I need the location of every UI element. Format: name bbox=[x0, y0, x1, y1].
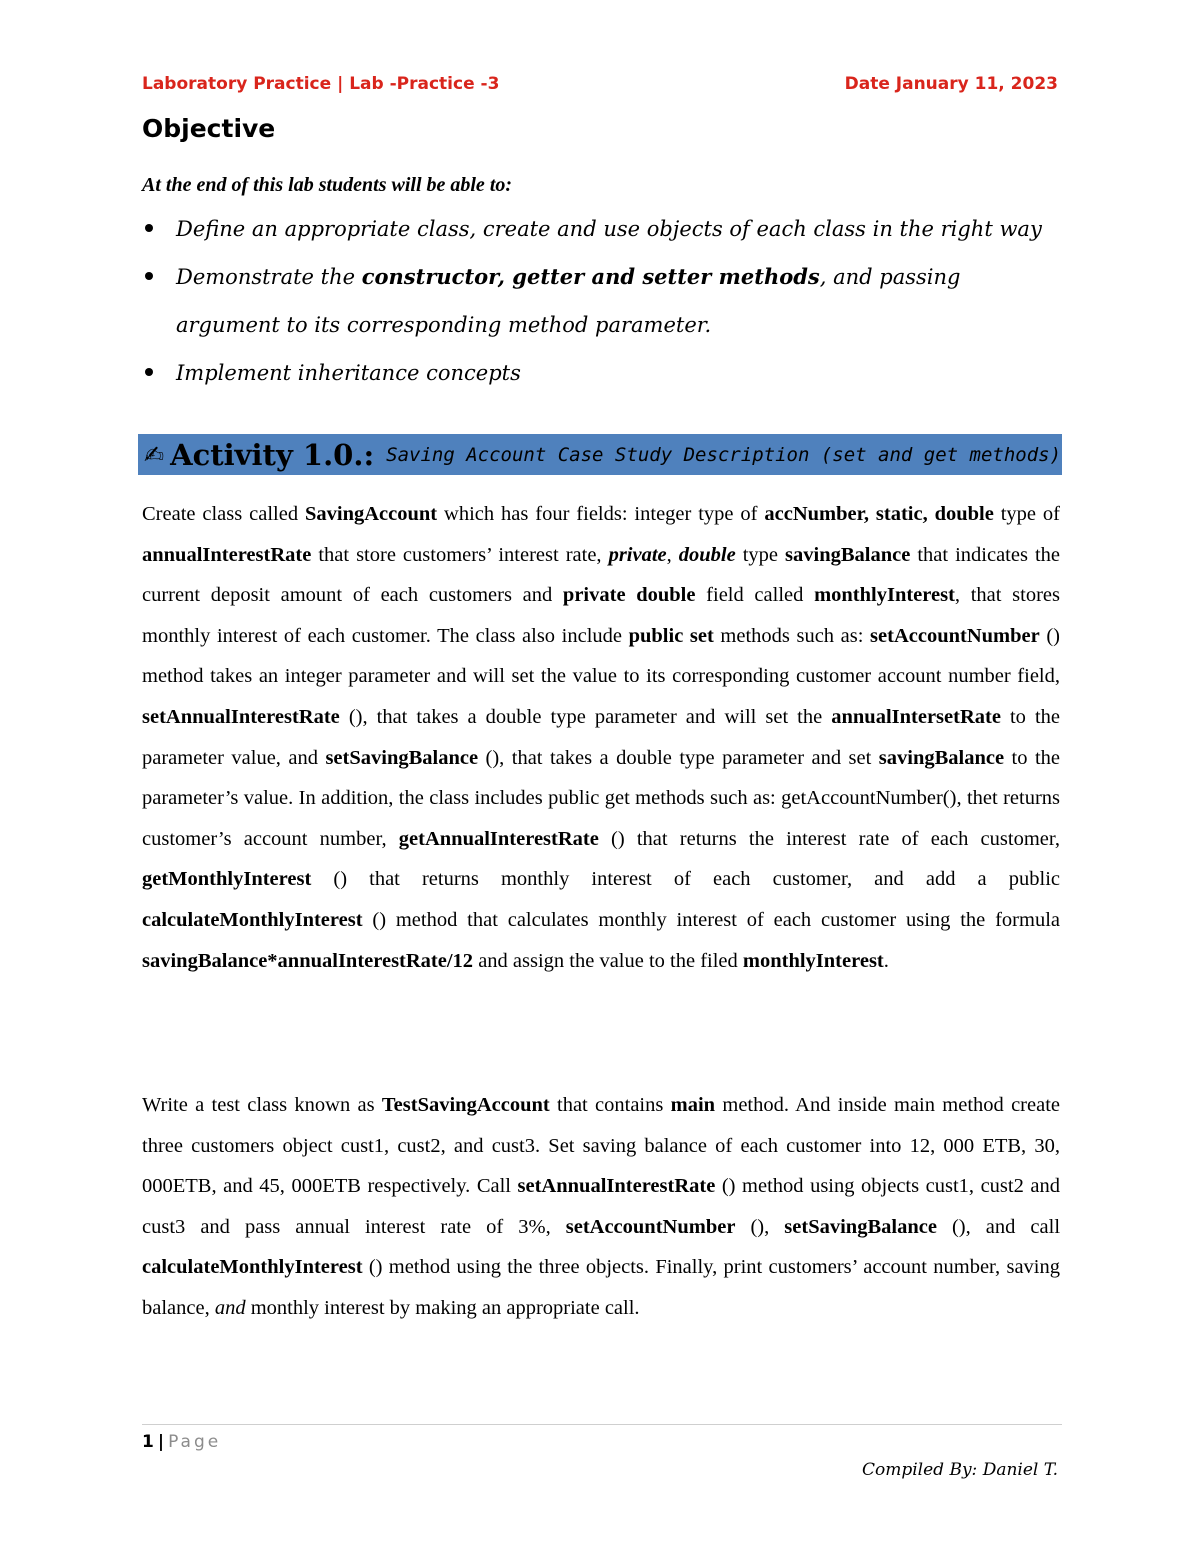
header-date: Date January 11, 2023 bbox=[844, 74, 1058, 94]
activity-heading-bar bbox=[138, 434, 1062, 475]
activity-title: Activity 1.0.: bbox=[170, 437, 375, 472]
header-course-label: Laboratory Practice | Lab -Practice -3 bbox=[142, 74, 500, 94]
objective-list bbox=[142, 205, 1060, 397]
objective-intro: At the end of this lab students will be able to: bbox=[142, 174, 513, 196]
objective-item bbox=[142, 253, 1060, 349]
page-number: 1 bbox=[142, 1432, 154, 1452]
description-paragraph: Create class called SavingAccount which has four fields: integer type of accNumber, static, double type of annualInterestRate that store customers’ interest rate, private, double type savingBalance that indicates the current deposit amount of each customers and private double field called monthlyInterest, that stores monthly interest of each customer. The class also include public set methods such as: setAccountNumber () method takes an integer parameter and will set the value to its corresponding customer account number field, setAnnualInterestRate (), that takes a double type parameter and will set the annualIntersetRate to the parameter value, and setSavingBalance (), that takes a double type parameter and set savingBalance to the parameter’s value. In addition, the class includes public get methods such as: getAccountNumber(), thet returns customer’s account number, getAnnualInterestRate () that returns the interest rate of each customer, getMonthlyInterest () that returns monthly interest of each customer, and add a public calculateMonthlyInterest () method that calculates monthly interest of each customer using the formula savingBalance*annualInterestRate/12 and assign the value to the filed monthlyInterest. bbox=[142, 503, 1061, 972]
objective-item-text: Define an appropriate class, create and use objects of each class in the right way bbox=[176, 217, 1042, 241]
activity-subtitle: Saving Account Case Study Description (set and get methods) bbox=[386, 443, 1062, 466]
objective-item-text: , and passing argument to its corresponding method parameter. bbox=[176, 265, 961, 337]
page-separator: | bbox=[157, 1432, 165, 1452]
test-class-paragraph: Write a test class known as TestSavingAccount that contains main method. And inside main method create three customers object cust1, cust2, and cust3. Set saving balance of each customer into 12, 000 ETB, 30, 000ETB, and 45, 000ETB respectively. Call setAnnualInterestRate () method using objects cust1, cust2 and cust3 and pass annual interest rate of 3%, setAccountNumber (), setSavingBalance (), and call calculateMonthlyInterest () method using the three objects. Finally, print customers’ account number, saving balance, and monthly interest by making an appropriate call. bbox=[142, 1094, 1061, 1319]
footer-compiled-by: Compiled By: Daniel T. bbox=[862, 1460, 1058, 1480]
writing-hand-icon: ✍ bbox=[144, 440, 165, 469]
objective-item-text: Implement inheritance concepts bbox=[176, 361, 521, 385]
footer-page-number bbox=[142, 1432, 221, 1452]
objective-item bbox=[142, 349, 1060, 397]
footer-divider bbox=[142, 1424, 1062, 1425]
objective-item bbox=[142, 205, 1060, 253]
objective-heading: Objective bbox=[142, 114, 276, 143]
objective-item-emphasis: constructor, getter and setter methods bbox=[361, 264, 820, 289]
page-label: Page bbox=[168, 1432, 222, 1452]
objective-item-text: Demonstrate the bbox=[176, 265, 362, 289]
